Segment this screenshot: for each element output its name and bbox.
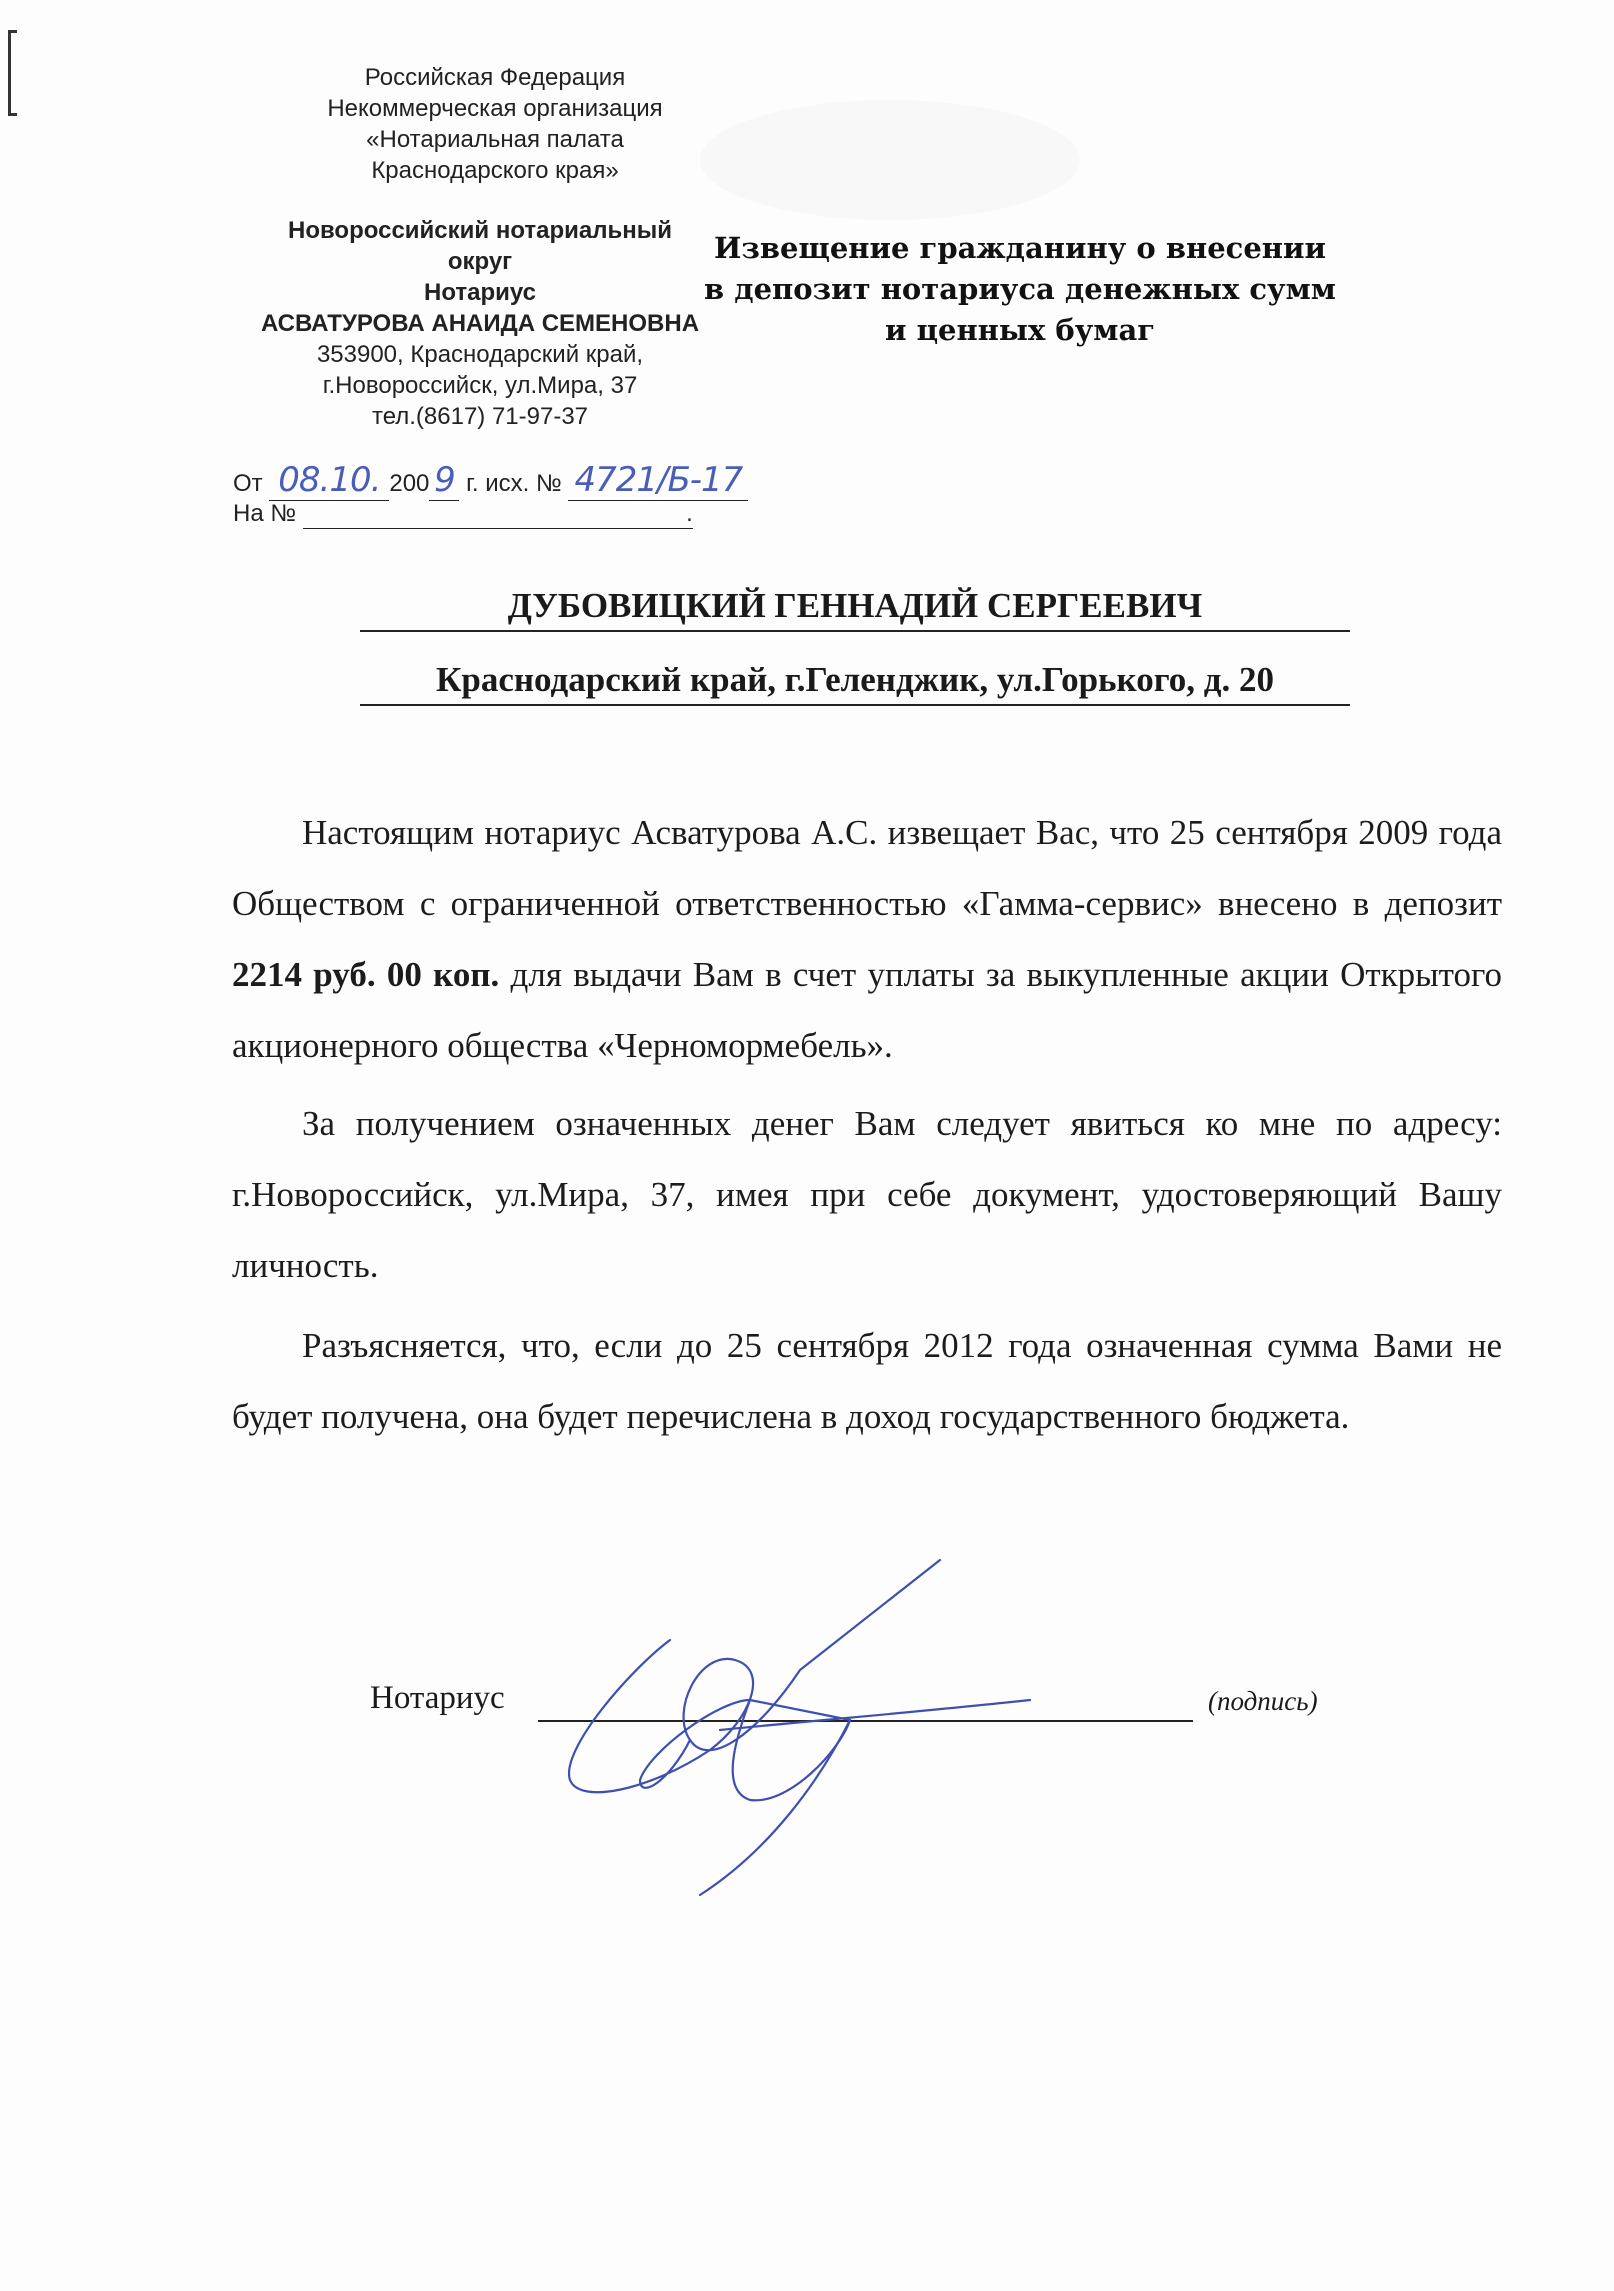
notary-phone: тел.(8617) 71-97-37: [371, 403, 589, 430]
document-title: [690, 228, 1350, 351]
paragraph-text: Настоящим нотариус Асватурова А.С. извещает Вас, что 25 сентября 2009 года Обществом с ограниченной ответственностью «Гамма-сервис» внесено в депозит: [232, 813, 1502, 923]
to-label: На №: [233, 500, 297, 527]
notary-role: Нотариус: [423, 279, 536, 306]
title-line: в депозит нотариуса денежных сумм: [704, 272, 1336, 306]
year-suffix: г. исх. №: [466, 470, 562, 497]
handwritten-number: 4721/Б-17: [574, 460, 743, 500]
org-line: Российская Федерация: [364, 64, 626, 91]
staple-mark: [8, 30, 17, 116]
recipient-name: ДУБОВИЦКИЙ ГЕННАДИЙ СЕРГЕЕВИЧ: [360, 586, 1350, 632]
notary-details: [215, 215, 745, 432]
org-line: Краснодарского края»: [371, 157, 619, 184]
outgoing-reference: [233, 460, 748, 501]
to-value: .: [303, 500, 693, 529]
body-paragraph-3: Разъясняется, что, если до 25 сентября 2012 года означенная сумма Вами не будет получена, она будет перечислена в доход государственного бюджета.: [232, 1326, 1502, 1436]
year-prefix: 200: [389, 470, 430, 497]
title-line: и ценных бумаг: [884, 313, 1156, 347]
org-line: «Нотариальная палата: [366, 126, 624, 153]
handwritten-date: 08.10.: [278, 460, 381, 500]
incoming-reference: [233, 500, 693, 529]
signature-caption: (подпись): [1208, 1686, 1318, 1716]
notary-name: АСВАТУРОВА АНАИДА СЕМЕНОВНА: [260, 310, 700, 337]
body-paragraph-1: [232, 797, 1502, 1081]
handwritten-year: 9: [434, 460, 455, 500]
deposit-amount: 2214 руб. 00 коп.: [232, 955, 500, 994]
date-field: [269, 460, 389, 501]
handwritten-signature: [520, 1550, 1040, 1910]
body-paragraph-2: За получением означенных денег Вам следует явиться ко мне по адресу: г.Новороссийск, ул.Мира, 37, имея при себе документ, удостоверяющий Вашу личность.: [232, 1104, 1502, 1285]
title-line: Извещение гражданину о внесении: [713, 231, 1327, 265]
organization-header: [250, 62, 740, 186]
notary-address-line: 353900, Краснодарский край,: [316, 341, 644, 368]
from-label: От: [233, 470, 263, 497]
notary-district: Новороссийский нотариальный округ: [288, 217, 672, 275]
paragraph-text: для выдачи Вам в счет уплаты за выкупленные акции Открытого акционерного общества «Черномормебель».: [232, 955, 1503, 1065]
signature-label: Нотариус: [370, 1680, 505, 1716]
org-line: Некоммерческая организация: [327, 95, 663, 122]
notary-address-line: г.Новороссийск, ул.Мира, 37: [322, 372, 638, 399]
recipient-address: Краснодарский край, г.Геленджик, ул.Горького, д. 20: [360, 660, 1350, 706]
number-field: [568, 460, 748, 501]
scan-artifact: [700, 100, 1080, 220]
year-field: [429, 460, 459, 501]
